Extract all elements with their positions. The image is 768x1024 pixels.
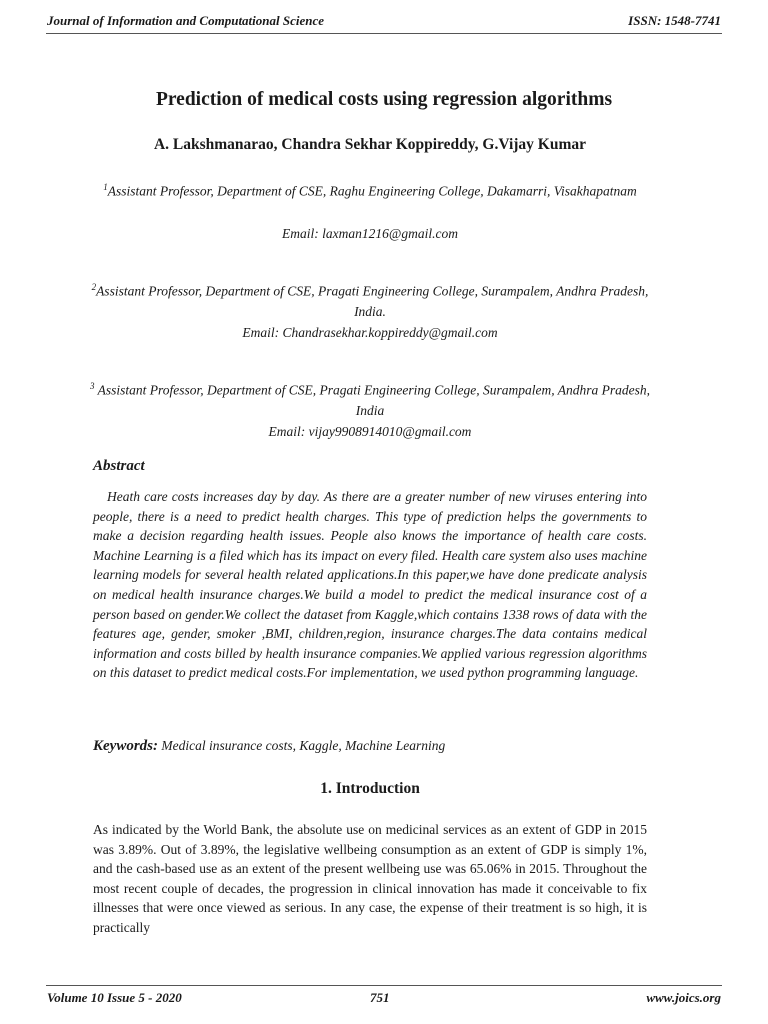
affiliation-1-number: 1: [103, 182, 108, 192]
affiliation-3-text: Assistant Professor, Department of CSE, Pragati Engineering College, Surampalem, Andhra Pradesh, India: [94, 382, 650, 418]
abstract-heading: Abstract: [93, 458, 145, 474]
introduction-heading: 1. Introduction: [320, 780, 420, 797]
affiliation-2-number: 2: [91, 282, 97, 292]
introduction-body: As indicated by the World Bank, the absolute use on medicinal services as an extent of GDP in 2015 was 3.89%. Out of 3.89%, the legislative wellbeing consumption as an extent of GDP is simply 1%, and the cash-based use as an extent of the present wellbeing use was 65.06% in 2015. Throughout the most recent couple of decades, the progression in clinical innovation has made it conceivable to fix illnesses that were once viewed as serious. In any case, the expense of their treatment is so high, it is practically: [93, 822, 647, 935]
keywords: [93, 738, 445, 755]
affiliation-2: [80, 277, 660, 322]
volume-issue: Volume 10 Issue 5 - 2020: [47, 990, 182, 1005]
page-number: 751: [370, 990, 390, 1005]
journal-website[interactable]: www.joics.org: [646, 990, 721, 1005]
email-2[interactable]: Email: Chandrasekhar.koppireddy@gmail.com: [242, 325, 498, 340]
header-rule: [46, 33, 722, 34]
paper-title: Prediction of medical costs using regression algorithms: [155, 89, 613, 110]
journal-name: Journal of Information and Computational Science: [47, 13, 325, 28]
footer-rule: [46, 985, 722, 986]
issn: ISSN: 1548-7741: [628, 13, 721, 28]
keywords-label: Keywords:: [93, 738, 158, 754]
affiliation-3: [80, 376, 660, 421]
author-list: A. Lakshmanarao, Chandra Sekhar Koppireddy, G.Vijay Kumar: [153, 136, 587, 153]
affiliation-2-text: Assistant Professor, Department of CSE, Pragati Engineering College, Surampalem, Andhra Pradesh, India.: [96, 283, 649, 319]
affiliation-1-text: Assistant Professor, Department of CSE, Raghu Engineering College, Dakamarri, Visakhapatnam: [107, 183, 637, 199]
affiliation-1: [80, 177, 660, 202]
email-1[interactable]: Email: laxman1216@gmail.com: [282, 226, 458, 241]
abstract-body: Heath care costs increases day by day. As there are a greater number of new viruses entering into people, there is a need to predict health charges. This type of prediction helps the governments to make a decision regarding health issues. People also knows the importance of health care costs. Machine Learning is a filed which has its impact on every filed. Health care system also uses machine learning models for several health related applications.In this paper,we have done predicate analysis on medical health insurance charges.We build a model to predict the medical insurance cost of a person based on gender.We collect the dataset from Kaggle,which contains 1338 rows of data with the features age, gender, smoker ,BMI, children,region, insurance charges.The data contains medical information and costs billed by health insurance companies.We applied various regression algorithms on this dataset to predict medical costs.For implementation, we used python programming language.: [93, 489, 647, 681]
keywords-text: Medical insurance costs, Kaggle, Machine Learning: [158, 738, 446, 753]
affiliation-3-number: 3: [90, 381, 95, 391]
email-3[interactable]: Email: vijay9908914010@gmail.com: [268, 424, 472, 439]
